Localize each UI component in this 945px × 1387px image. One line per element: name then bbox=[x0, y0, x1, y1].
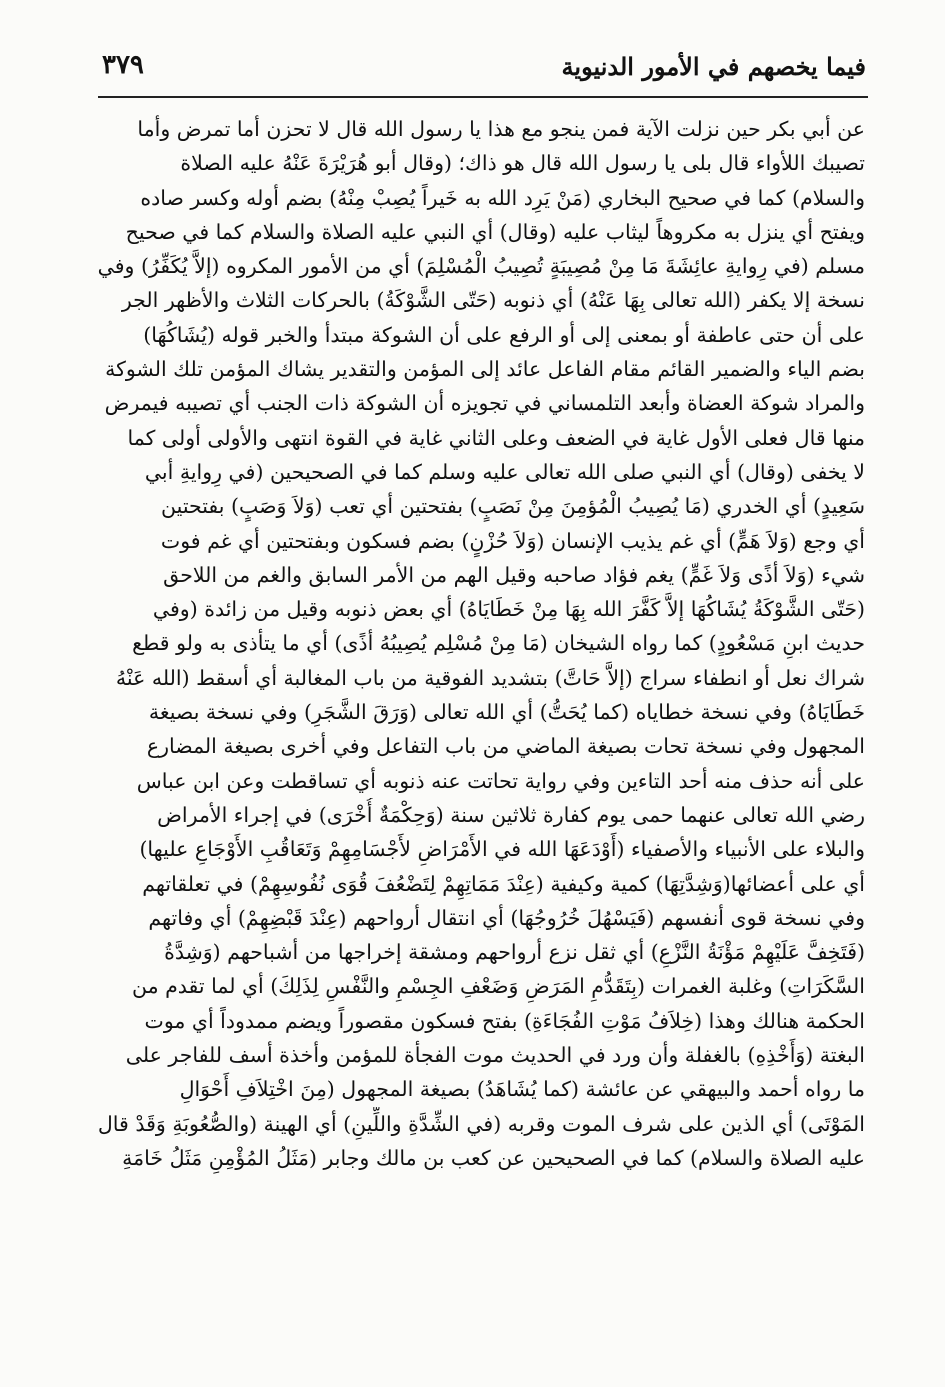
text-line: منها قال فعلى الأول غاية في الضعف وعلى الثاني غاية في القوة انتهى والأولى أولى كما bbox=[127, 425, 865, 450]
text-line: ويفتح أي ينزل به مكروهاً ليثاب عليه (وقال) أي النبي عليه الصلاة والسلام كما في صحيح bbox=[125, 219, 865, 244]
running-title: فيما يخصهم في الأمور الدنيوية bbox=[561, 52, 866, 81]
running-header bbox=[98, 46, 866, 92]
text-line: عليه الصلاة والسلام) كما في الصحيحين عن كعب بن مالك وجابر (مَثَلُ المُؤْمِنِ مَثَلُ خَامَةِ bbox=[122, 1145, 865, 1170]
text-line: خَطَايَاهُ) وفي نسخة خطاياه (كما يُحَتُّ) أي الله تعالى (وَرَقَ الشَّجَرِ) وفي نسخة بصيغة bbox=[148, 700, 865, 725]
text-line: تصيبك اللأواء قال بلى يا رسول الله قال هو ذاك؛ (وقال أبو هُرَيْرَةَ عَنْهُ عليه الصلاة bbox=[180, 151, 865, 176]
text-line: سَعِيدٍ) أي الخدري (مَا يُصِيبُ الْمُؤمِنَ مِنْ نَصَبٍ) بفتحتين أي تعب (وَلاَ وَصَبٍ) بفتحتين bbox=[161, 494, 865, 519]
text-line: ما رواه أحمد والبيهقي عن عائشة (كما يُشَاهَدُ) بصيغة المجهول (مِنَ اخْتِلاَفِ أَحْوَالِ bbox=[179, 1077, 865, 1102]
text-line: أي على أعضائها(وَشِدَّتِهَا) كمية وكيفية (عِنْدَ مَمَاتِهِمْ لِتَضْعُفَ قُوَى نُفُوسِهِمْ) في تعلقاتهم bbox=[142, 871, 865, 896]
text-line: المجهول وفي نسخة تحات بصيغة الماضي من باب التفاعل وفي أخرى بصيغة المضارع bbox=[146, 734, 865, 759]
text-line: أي وجع (وَلاَ هَمٍّ) أي غم يذيب الإنسان (وَلاَ حُزْنٍ) بضم فسكون وبفتحتين أي غم فوت bbox=[160, 528, 865, 553]
text-line: عن أبي بكر حين نزلت الآية فمن ينجو مع هذا يا رسول الله قال لا تحزن أما تمرض وأما bbox=[137, 117, 865, 141]
text-line: نسخة إلا يكفر (الله تعالى بِهَا عَنْهُ) أي ذنوبه (حَتّى الشَّوْكَةُ) بالحركات الثلاث والأظهر الجر bbox=[121, 288, 865, 313]
text-line: السَّكَرَاتِ) وغلبة الغمرات (بِتَقَدُّمِ المَرَضِ وَضَعْفِ الجِسْمِ والنَّفْسِ لِذَلِكَ) أي لما تقدم من bbox=[131, 974, 865, 999]
text-line: حديث ابنِ مَسْعُودٍ) كما رواه الشيخان (مَا مِنْ مُسْلِم يُصِيبُهُ أذًى) أي ما يتأذى به ولو قطع bbox=[132, 631, 865, 656]
text-line: شراك نعل أو انطفاء سراج (إلاَّ حَاتَّ) بتشديد الفوقية من باب المغالبة أي أسقط (الله عَنْهُ bbox=[115, 665, 865, 690]
text-line: المَوْتَى) أي الذين على شرف الموت وقربه (في الشِّدَّةِ واللِّينِ) أي الهينة (والصُّعُوبَةِ وَقَدْ قال bbox=[97, 1111, 865, 1136]
text-line: وفي نسخة قوى أنفسهم (فَيَسْهُلَ خُرُوجُهَا) أي انتقال أرواحهم (عِنْدَ قَبْضِهِمْ) أي وفاتهم bbox=[148, 905, 865, 930]
text-line: مسلم (في رِوايةِ عائِشَةَ مَا مِنْ مُصِيبَةٍ تُصِيبُ الْمُسْلِمَ) أي من الأمور المكروه (إلاَّ يُكَفِّرُ) وفي bbox=[97, 254, 865, 279]
text-line: (حَتّى الشَّوْكَةُ يُشَاكُهَا إلاَّ كَفَّرَ الله بِهَا مِنْ خَطَايَاهُ) أي بعض ذنوبه وقيل من زائدة (وفي bbox=[152, 597, 865, 622]
text-line: (فَتَخِفَّ عَلَيْهِمْ مَؤْنَةُ النَّزْعِ) أي ثقل نزع أرواحهم ومشقة إخراجها من أشباحهم (وَشِدَّةُ bbox=[164, 940, 865, 965]
text-line: على أن حتى عاطفة أو بمعنى إلى أو الرفع على أن الشوكة مبتدأ والخبر قوله (يُشَاكُهَا) bbox=[143, 322, 865, 347]
page-number: ٣٧٩ bbox=[102, 50, 144, 80]
text-line: شيء (وَلاَ أذًى وَلاَ غَمٍّ) يغم فؤاد صاحبه وقيل الهم من الأمر السابق والغم من اللاحق bbox=[163, 562, 865, 587]
main-text bbox=[97, 112, 865, 1342]
text-line: الحكمة هنالك وهذا (خِلاَفُ مَوْتِ الفُجَاءَةِ) بفتح فسكون مقصوراً ويضم ممدوداً أي موت bbox=[144, 1008, 865, 1033]
text-line: والبلاء على الأنبياء والأصفياء (أَوْدَعَهَا الله في الأَمْرَاضِ لأَجْسَامِهِمْ وَتَعَاقُبِ الأَوْجَاعِ عليها) bbox=[139, 837, 865, 862]
header-rule bbox=[98, 96, 868, 98]
text-line: رضي الله تعالى عنهما حمى يوم كفارة ثلاثين سنة (وَحِكْمَةٌ أُخْرَى) في إجراء الأمراض bbox=[157, 802, 865, 827]
text-line: البغتة (وَأَخْذِهِ) بالغفلة وأن ورد في الحديث موت الفجأة للمؤمن وأخذة أسف للفاجر على bbox=[125, 1043, 865, 1068]
text-line: على أنه حذف منه أحد التاءين وفي رواية تحاتت عنه ذنوبه أي تساقطت وعن ابن عباس bbox=[136, 768, 865, 793]
text-line: لا يخفى (وقال) أي النبي صلى الله تعالى عليه وسلم كما في الصحيحين (في رِوايةِ أبي bbox=[144, 459, 865, 484]
text-line: والمراد شوكة العضاة وأبعد التلمساني في تجويزه أن الشوكة ذات الجنب أي تصيبه فيمرض bbox=[104, 391, 865, 416]
text-line: بضم الياء والضمير القائم مقام الفاعل عائد إلى المؤمن والتقدير يشاك المؤمن تلك الشوكة bbox=[105, 357, 865, 382]
text-line: والسلام) كما في صحيح البخاري (مَنْ يَرِد الله به خَيراً يُصِبْ مِنْهُ) بضم أوله وكسر صاده bbox=[140, 185, 865, 210]
page-bottom-margin bbox=[98, 1352, 868, 1353]
